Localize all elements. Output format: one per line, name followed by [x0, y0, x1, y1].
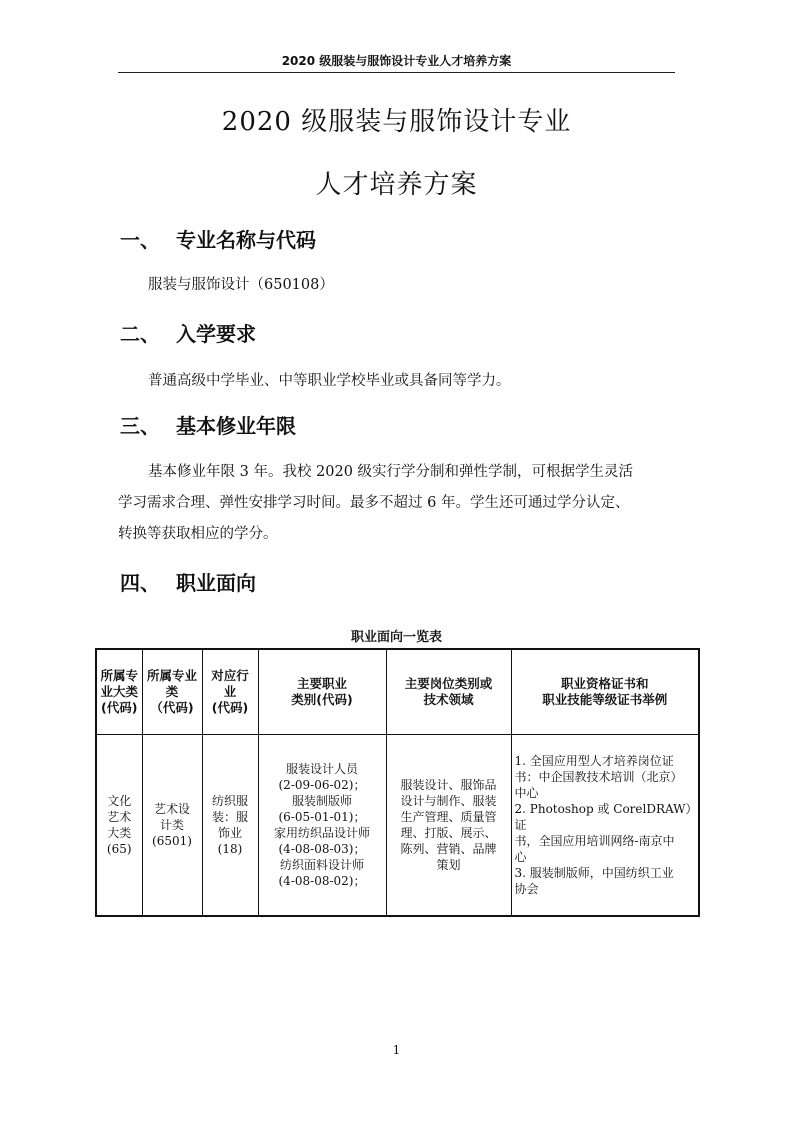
cell-positions: 服装设计、服饰品 设计与制作、服装 生产管理、质量管 理、打版、展示、 陈列、营销、品牌 策划 [386, 735, 511, 917]
header-rule [118, 72, 675, 73]
paragraph-major-name [118, 270, 678, 301]
section-number: 一、 [120, 228, 160, 252]
header-certificates: 职业资格证书和 职业技能等级证书举例 [511, 649, 699, 735]
occupation-table [95, 648, 700, 917]
section-title: 专业名称与代码 [176, 228, 316, 252]
section-heading-3 [120, 410, 296, 439]
duration-line: 学习需求合理、弹性安排学习时间。最多不超过 6 年。学生还可通过学分认定、 [118, 495, 630, 511]
paragraph-duration [118, 457, 678, 550]
document-title-line2: 人才培养方案 [315, 170, 478, 200]
page-number: 1 [392, 1043, 401, 1057]
major-name-text: 服装与服饰设计（650108） [148, 277, 334, 293]
cell-certificates: 1. 全国应用型人才培养岗位证 书：中企国教技术培训（北京） 中心 2. Photoshop 或 CorelDRAW）证 书，全国应用培训网络-南京中 心 3. 服装制版师，中国纺织工业 协会 [511, 735, 699, 917]
cell-subcategory: 艺术设 计类 (6501) [142, 735, 202, 917]
section-heading-2 [120, 318, 256, 347]
section-heading-4 [120, 567, 256, 596]
paragraph-entry-requirement [118, 366, 678, 397]
cell-occupation: 服装设计人员 (2-09-06-02)； 服装制版师 (6-05-01-01)； 家用纺织品设计师 (4-08-08-03)； 纺织面料设计师 (4-08-08-02)； [258, 735, 386, 917]
table-caption: 职业面向一览表 [350, 630, 442, 645]
section-title: 职业面向 [176, 571, 256, 595]
cell-category: 文化 艺术 大类 (65) [96, 735, 142, 917]
running-header: 2020 级服装与服饰设计专业人才培养方案 [281, 54, 512, 68]
section-title: 基本修业年限 [176, 414, 296, 438]
table-row [96, 735, 699, 917]
header-positions: 主要岗位类别或 技术领域 [386, 649, 511, 735]
duration-line: 转换等获取相应的学分。 [118, 526, 278, 542]
entry-requirement-text: 普通高级中学毕业、中等职业学校毕业或具备同等学力。 [148, 373, 511, 389]
document-title-line1: 2020 级服装与服饰设计专业 [221, 107, 572, 137]
section-number: 三、 [120, 414, 160, 438]
table-header-row [96, 649, 699, 735]
cell-industry: 纺织服 装：服 饰业 (18) [202, 735, 258, 917]
header-subcategory: 所属专业 类 （代码) [142, 649, 202, 735]
section-number: 四、 [120, 571, 160, 595]
header-occupation: 主要职业 类别(代码) [258, 649, 386, 735]
section-title: 入学要求 [176, 322, 256, 346]
header-category: 所属专 业大类 (代码) [96, 649, 142, 735]
section-number: 二、 [120, 322, 160, 346]
duration-line: 基本修业年限 3 年。我校 2020 级实行学分制和弹性学制，可根据学生灵活 [148, 464, 634, 480]
header-industry: 对应行 业 (代码) [202, 649, 258, 735]
section-heading-1 [120, 224, 316, 253]
